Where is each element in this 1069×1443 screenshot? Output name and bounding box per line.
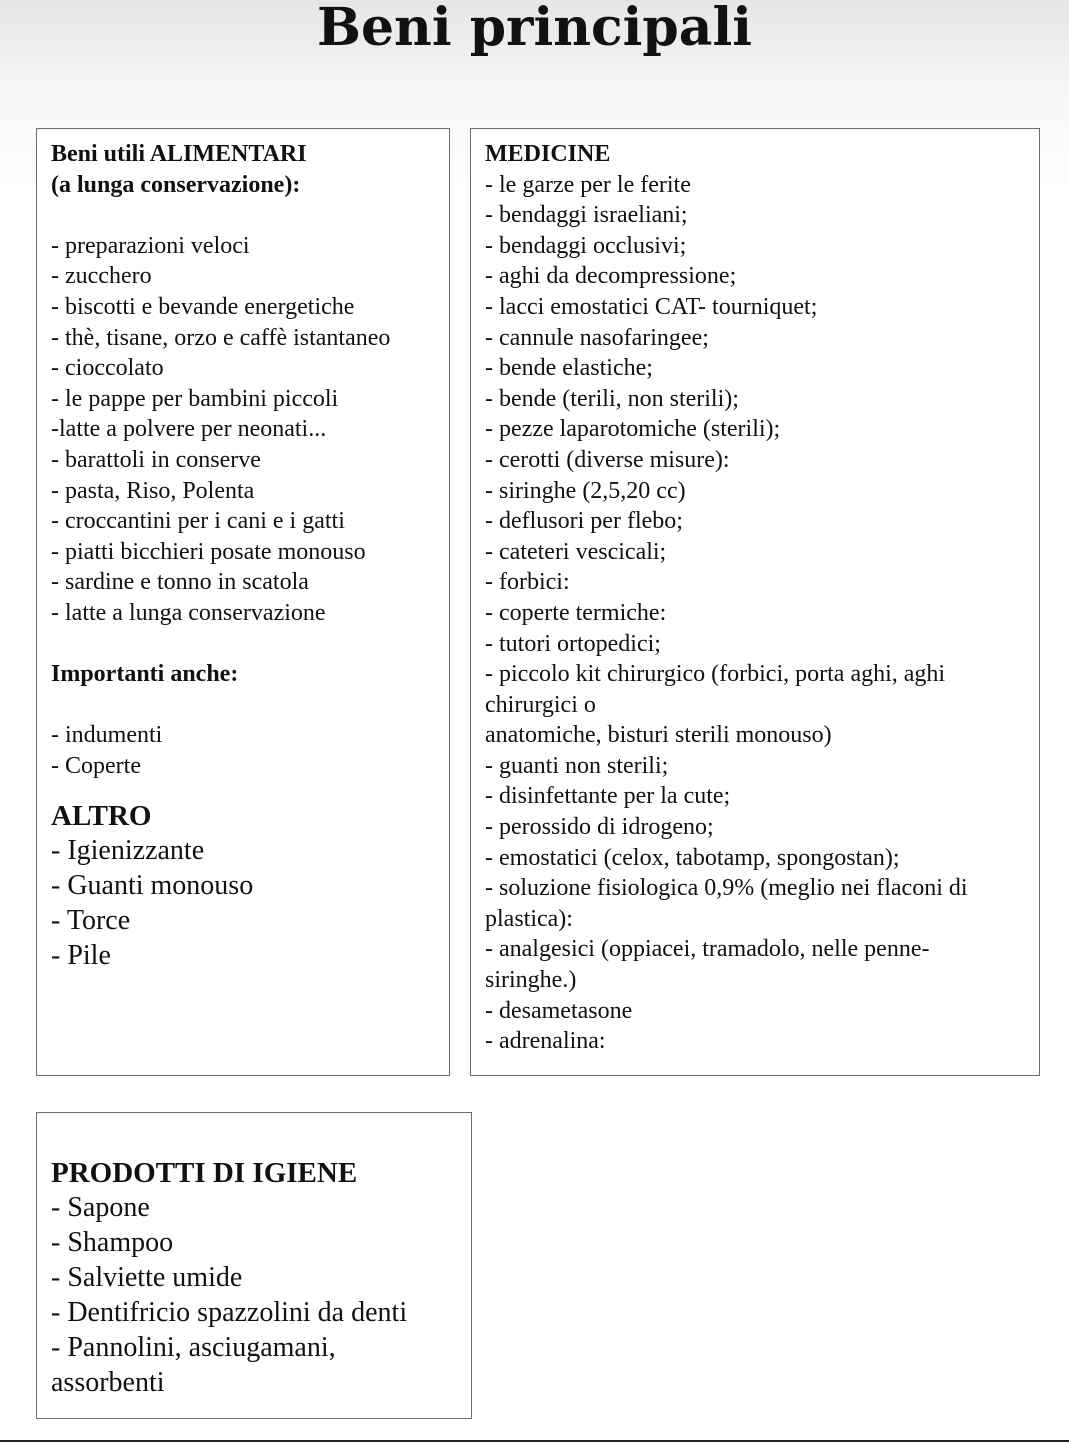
list-item: - disinfettante per la cute; <box>485 783 731 810</box>
list-item: - cannule nasofaringee; <box>485 324 709 351</box>
list-item: - pasta, Riso, Polenta <box>51 477 255 504</box>
list-item: - Guanti monouso <box>51 870 254 902</box>
list-item: - analgesici (oppiacei, tramadolo, nelle penne- <box>485 936 930 963</box>
list-item: - Dentifricio spazzolini da denti <box>51 1297 408 1328</box>
list-item: - cerotti (diverse misure): <box>485 446 730 473</box>
list-item: - bende (terili, non sterili); <box>485 385 739 412</box>
list-item: - barattoli in conserve <box>51 446 261 473</box>
list-item: plastica): <box>485 905 573 932</box>
list-item: assorbenti <box>51 1367 165 1398</box>
list-item: - guanti non sterili; <box>485 752 669 779</box>
list-item: anatomiche, bisturi sterili monouso) <box>485 722 832 749</box>
list-item: - bendaggi occlusivi; <box>485 232 687 259</box>
list-item: - soluzione fisiologica 0,9% (meglio nei flaconi di <box>485 875 968 902</box>
list-item: - desametasone <box>485 997 633 1024</box>
list-item: - zucchero <box>51 263 152 290</box>
list-item: - thè, tisane, orzo e caffè istantaneo <box>51 324 391 351</box>
list-item: - biscotti e bevande energetiche <box>51 293 355 320</box>
list-item: - piatti bicchieri posate monouso <box>51 538 366 565</box>
list-item: - tutori ortopedici; <box>485 630 661 657</box>
list-item: - cioccolato <box>51 355 164 382</box>
list-item: - emostatici (celox, tabotamp, spongostan); <box>485 844 900 871</box>
page-title: Beni principali <box>317 0 752 58</box>
list-item: - Shampoo <box>51 1227 174 1258</box>
bottom-rule <box>0 1440 1069 1442</box>
list-item: chirurgici o <box>485 691 596 718</box>
list-item: - sardine e tonno in scatola <box>51 569 309 596</box>
list-item: - Pannolini, asciugamani, <box>51 1332 336 1363</box>
list-item: - perossido di idrogeno; <box>485 814 714 841</box>
list-item: - coperte termiche: <box>485 599 667 626</box>
list-item: - forbici: <box>485 569 570 596</box>
list-item: - le pappe per bambini piccoli <box>51 385 339 412</box>
list-item: - croccantini per i cani e i gatti <box>51 508 345 535</box>
food-subheading: (a lunga conservazione): <box>51 171 301 198</box>
list-item: - latte a lunga conservazione <box>51 599 326 626</box>
list-item: - preparazioni veloci <box>51 232 250 259</box>
list-item: - Igienizzante <box>51 835 205 867</box>
list-item: - lacci emostatici CAT- tourniquet; <box>485 293 818 320</box>
list-item: - pezze laparotomiche (sterili); <box>485 416 781 443</box>
list-item: - cateteri vescicali; <box>485 538 667 565</box>
list-item: - aghi da decompressione; <box>485 263 737 290</box>
hygiene-heading: PRODOTTI DI IGIENE <box>51 1157 358 1189</box>
list-item: - piccolo kit chirurgico (forbici, porta aghi, aghi <box>485 661 946 688</box>
list-item: - adrenalina: <box>485 1028 606 1055</box>
list-item: - Torce <box>51 905 131 937</box>
medicine-heading: MEDICINE <box>485 141 611 167</box>
list-item: siringhe.) <box>485 967 577 994</box>
other-heading: ALTRO <box>51 800 152 833</box>
list-item: - Salviette umide <box>51 1262 243 1293</box>
list-item: - deflusori per flebo; <box>485 508 683 535</box>
list-item: -latte a polvere per neonati... <box>51 416 327 443</box>
list-item: - bende elastiche; <box>485 355 653 382</box>
list-item: - siringhe (2,5,20 cc) <box>485 477 686 504</box>
medicine-list <box>485 170 1031 1057</box>
important-heading: Importanti anche: <box>51 661 239 688</box>
list-item: - Coperte <box>51 752 141 779</box>
food-heading: Beni utili ALIMENTARI <box>51 141 307 167</box>
list-item: - le garze per le ferite <box>485 171 691 198</box>
food-box <box>36 128 450 1076</box>
hygiene-box <box>36 1112 472 1419</box>
list-item: - Sapone <box>51 1192 150 1223</box>
list-item: - Pile <box>51 940 111 972</box>
medicine-box <box>470 128 1040 1076</box>
list-item: - bendaggi israeliani; <box>485 202 688 229</box>
list-item: - indumenti <box>51 722 163 749</box>
